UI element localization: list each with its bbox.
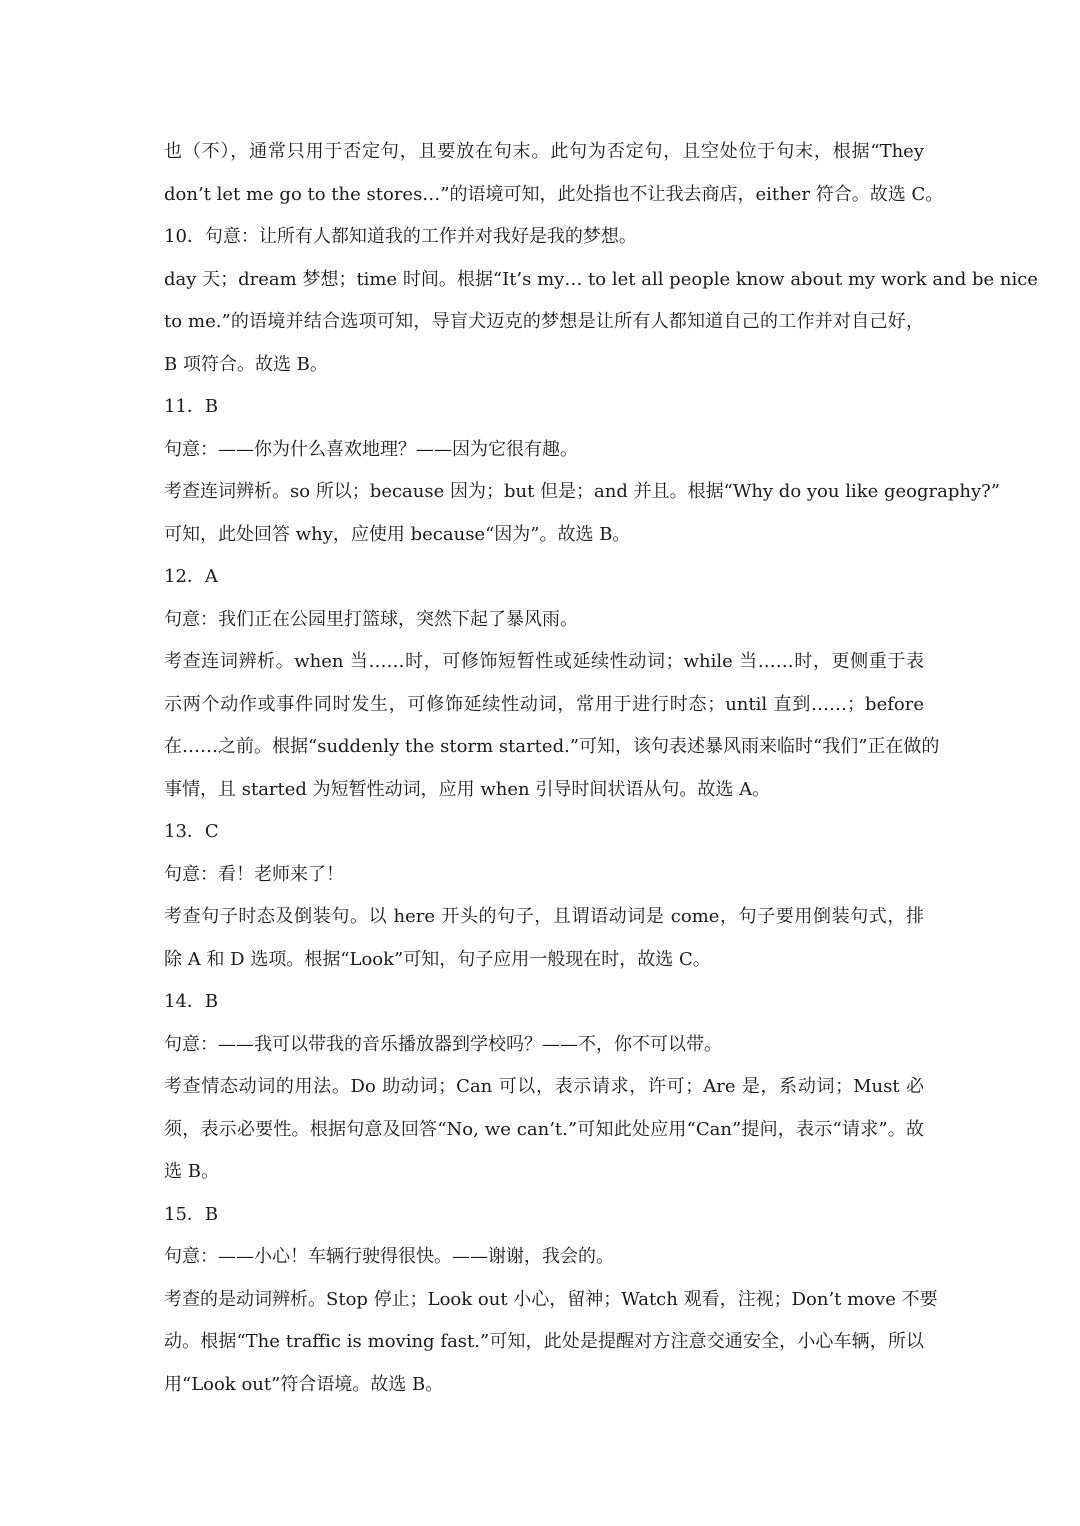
question-10-translation: 10．句意：让所有人都知道我的工作并对我好是我的梦想。 xyxy=(164,226,637,247)
text-line: B 项符合。故选 B。 xyxy=(164,353,328,375)
text-line: don’t let me go to the stores…”的语境可知，此处指也不让我去商店，either 符合。故选 C。 xyxy=(164,183,944,205)
question-15-translation: 句意：——小心！车辆行驶得很快。——谢谢，我会的。 xyxy=(164,1246,614,1267)
answer-explanations xyxy=(164,131,1038,1406)
text-line: 示两个动作或事件同时发生，可修饰延续性动词，常用于进行时态；until 直到……；before xyxy=(164,693,924,715)
question-12-answer: 12．A xyxy=(164,566,218,587)
question-11-translation: 句意：——你为什么喜欢地理？——因为它很有趣。 xyxy=(164,438,578,460)
text-line: to me.”的语境并结合选项可知，导盲犬迈克的梦想是让所有人都知道自己的工作并对自己好， xyxy=(164,311,924,332)
text-line: 动。根据“The traffic is moving fast.”可知，此处是提醒对方注意交通安全，小心车辆，所以 xyxy=(164,1331,924,1352)
question-13-translation: 句意：看！老师来了！ xyxy=(164,863,344,885)
text-line: 选 B。 xyxy=(164,1161,219,1182)
question-13-answer: 13．C xyxy=(164,821,219,842)
question-12-translation: 句意：我们正在公园里打篮球，突然下起了暴风雨。 xyxy=(164,608,578,630)
question-14-translation: 句意：——我可以带我的音乐播放器到学校吗？——不，你不可以带。 xyxy=(164,1033,722,1055)
text-line: 须，表示必要性。根据句意及回答“No, we can’t.”可知此处应用“Can”提问，表示“请求”。故 xyxy=(164,1118,924,1140)
question-15-answer: 15．B xyxy=(164,1203,219,1225)
text-line: 在……之前。根据“suddenly the storm started.”可知，该句表述暴风雨来临时“我们”正在做的 xyxy=(164,736,940,757)
text-line: day 天；dream 梦想；time 时间。根据“It’s my… to let all people know about my work and be nice xyxy=(164,268,1038,290)
text-line: 也（不），通常只用于否定句，且要放在句末。此句为否定句，且空处位于句末，根据“They xyxy=(164,141,924,162)
text-line: 考查的是动词辨析。Stop 停止；Look out 小心，留神；Watch 观看，注视；Don’t move 不要 xyxy=(164,1288,938,1310)
text-line: 考查句子时态及倒装句。以 here 开头的句子，且谓语动词是 come，句子要用倒装句式，排 xyxy=(164,906,924,927)
text-line: 考查连词辨析。when 当……时，可修饰短暂性或延续性动词；while 当……时，更侧重于表 xyxy=(164,651,924,672)
text-line: 考查情态动词的用法。Do 助动词；Can 可以，表示请求，许可；Are 是，系动词；Must 必 xyxy=(164,1076,924,1097)
text-line: 考查连词辨析。so 所以；because 因为；but 但是；and 并且。根据“Why do you like geography?” xyxy=(164,481,1001,502)
text-line: 除 A 和 D 选项。根据“Look”可知，句子应用一般现在时，故选 C。 xyxy=(164,948,711,970)
text-line: 用“Look out”符合语境。故选 B。 xyxy=(164,1373,444,1395)
text-line: 可知，此处回答 why，应使用 because“因为”。故选 B。 xyxy=(164,523,631,545)
question-14-answer: 14．B xyxy=(164,991,219,1012)
text-line: 事情，且 started 为短暂性动词，应用 when 引导时间状语从句。故选 A。 xyxy=(164,778,771,800)
question-11-answer: 11．B xyxy=(164,396,219,417)
